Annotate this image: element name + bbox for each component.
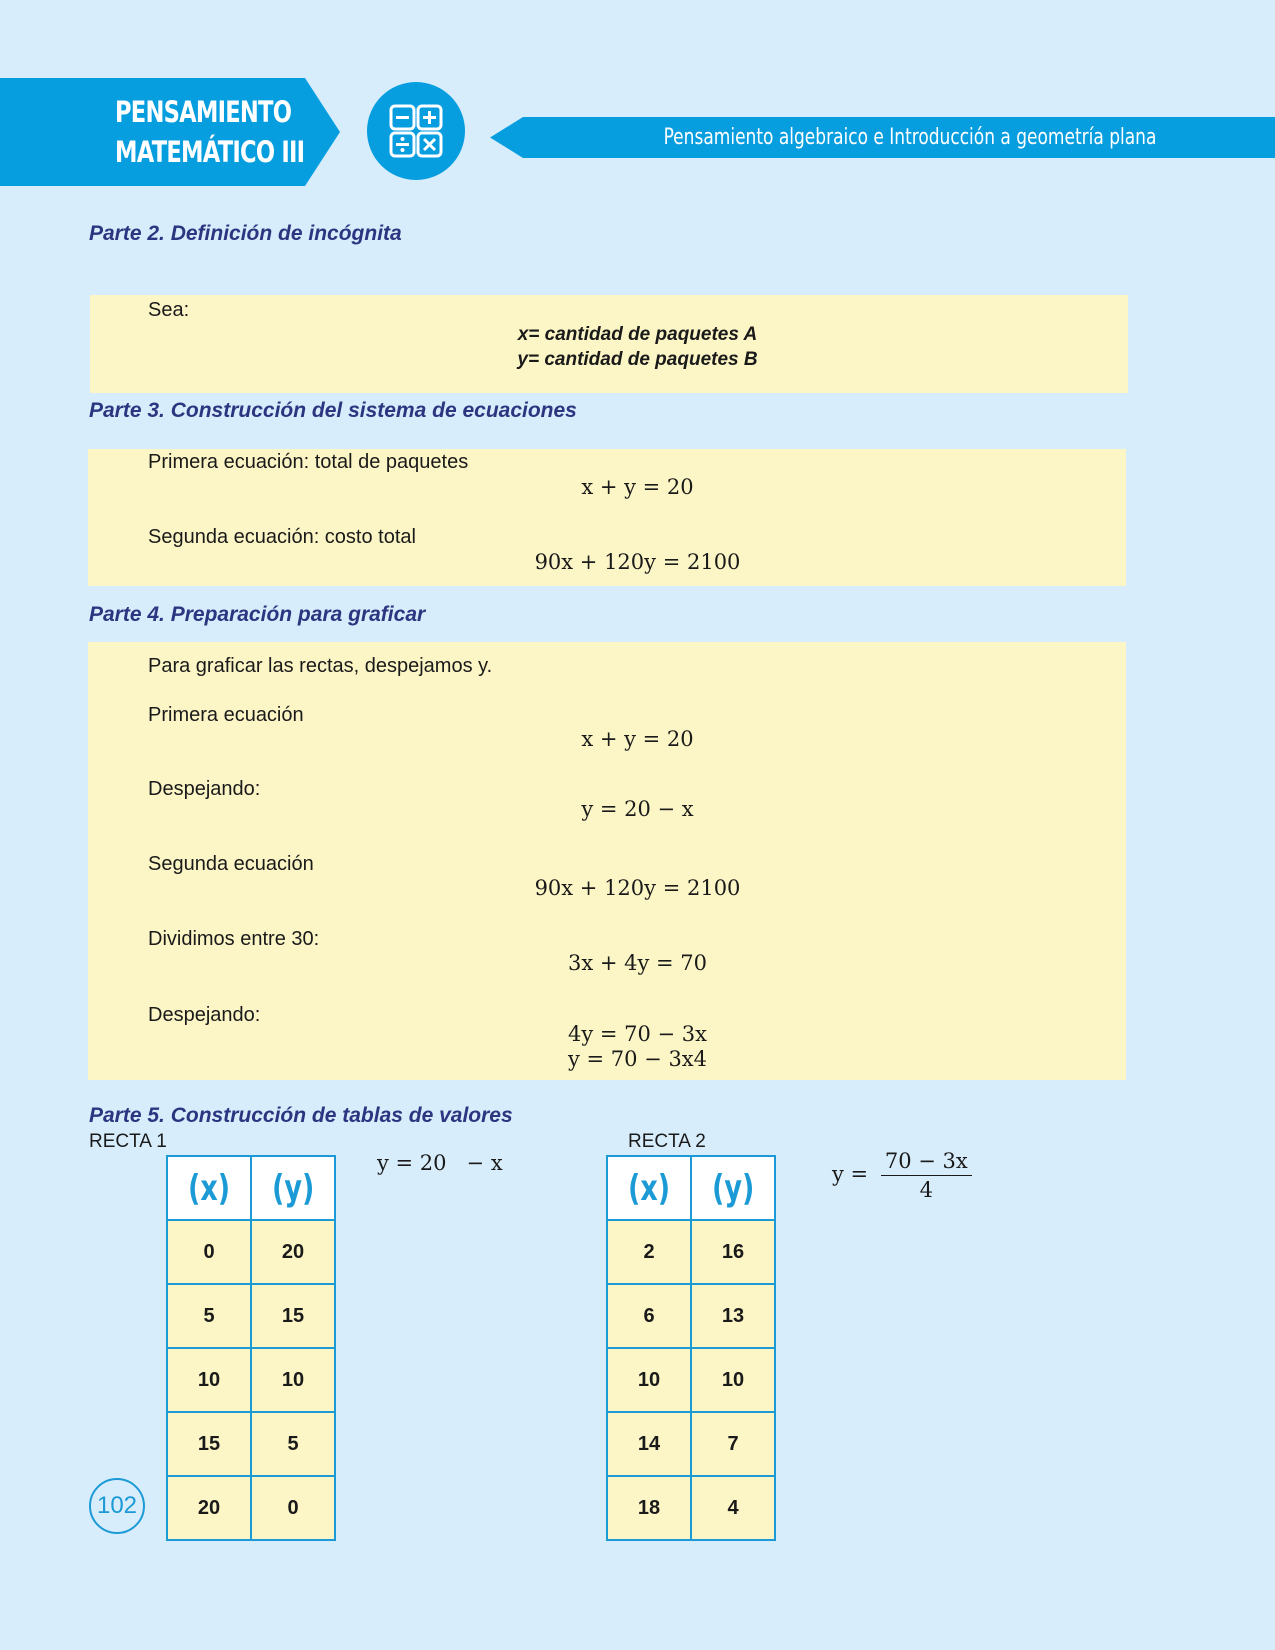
cell-x: 6 — [607, 1284, 691, 1348]
fraction-denominator: 4 — [919, 1178, 933, 1202]
part4-label1: Primera ecuación — [148, 704, 304, 726]
recta2-equation-lhs: y = — [832, 1162, 869, 1186]
part4-equation3: 90x + 120y = 2100 — [534, 876, 741, 900]
cell-x: 0 — [167, 1220, 251, 1284]
recta2-table — [606, 1155, 776, 1541]
book-title: PENSAMIENTO MATEMÁTICO III — [115, 95, 305, 169]
table-row — [607, 1476, 775, 1540]
cell-y: 10 — [691, 1348, 775, 1412]
recta1-equation: y = 20 − x — [377, 1151, 503, 1175]
part3-equation1: x + y = 20 — [581, 475, 694, 499]
cell-y: 15 — [251, 1284, 335, 1348]
part4-equation1: x + y = 20 — [581, 727, 694, 751]
part3-equation2: 90x + 120y = 2100 — [534, 550, 741, 574]
cell-x: 10 — [167, 1348, 251, 1412]
table-header-row — [607, 1156, 775, 1220]
fraction-numerator: 70 − 3x — [881, 1149, 972, 1176]
recta2-label: RECTA 2 — [628, 1131, 706, 1152]
cell-x: 14 — [607, 1412, 691, 1476]
table-row — [167, 1284, 335, 1348]
column-header-y: (y) — [691, 1156, 775, 1220]
table-row — [607, 1284, 775, 1348]
cell-y: 5 — [251, 1412, 335, 1476]
cell-y: 4 — [691, 1476, 775, 1540]
table-row — [167, 1476, 335, 1540]
table-row — [167, 1412, 335, 1476]
cell-y: 16 — [691, 1220, 775, 1284]
recta2-fraction — [881, 1149, 972, 1202]
part4-label4: Dividimos entre 30: — [148, 928, 320, 950]
cell-y: 20 — [251, 1220, 335, 1284]
part4-equation2: y = 20 − x — [581, 797, 694, 821]
part4-label5: Despejando: — [148, 1004, 261, 1026]
column-header-x: (x) — [167, 1156, 251, 1220]
column-header-y: (y) — [251, 1156, 335, 1220]
header-subtitle: Pensamiento algebraico e Introducción a geometría plana — [663, 125, 1157, 150]
cell-x: 5 — [167, 1284, 251, 1348]
cell-y: 0 — [251, 1476, 335, 1540]
recta1-table — [166, 1155, 336, 1541]
cell-y: 10 — [251, 1348, 335, 1412]
part4-title: Parte 4. Preparación para graficar — [89, 603, 426, 626]
definition-y: y= cantidad de paquetes B — [517, 349, 758, 370]
part5-title: Parte 5. Construcción de tablas de valores — [89, 1104, 513, 1127]
cell-x: 2 — [607, 1220, 691, 1284]
part3-label1: Primera ecuación: total de paquetes — [148, 451, 469, 473]
column-header-x: (x) — [607, 1156, 691, 1220]
cell-y: 13 — [691, 1284, 775, 1348]
part4-label3: Segunda ecuación — [148, 853, 314, 875]
part4-equation5a: 4y = 70 − 3x — [567, 1022, 708, 1046]
part4-equation4: 3x + 4y = 70 — [567, 951, 708, 975]
definition-x: x= cantidad de paquetes A — [517, 324, 758, 345]
cell-x: 20 — [167, 1476, 251, 1540]
table-row — [607, 1412, 775, 1476]
table-row — [607, 1348, 775, 1412]
part4-label2: Despejando: — [148, 778, 261, 800]
part3-title: Parte 3. Construcción del sistema de ecuaciones — [89, 399, 577, 422]
calculator-operations-icon — [389, 104, 443, 158]
table-row — [607, 1220, 775, 1284]
header-icon-circle — [367, 82, 465, 180]
cell-x: 18 — [607, 1476, 691, 1540]
cell-x: 15 — [167, 1412, 251, 1476]
part4-intro: Para graficar las rectas, despejamos y. — [148, 655, 493, 677]
part2-title: Parte 2. Definición de incógnita — [89, 222, 402, 245]
table-row — [167, 1220, 335, 1284]
table-header-row — [167, 1156, 335, 1220]
table-row — [167, 1348, 335, 1412]
recta2-equation — [832, 1149, 972, 1202]
part2-intro: Sea: — [148, 299, 190, 321]
part3-label2: Segunda ecuación: costo total — [148, 526, 416, 548]
page-number: 102 — [89, 1478, 145, 1534]
recta1-label: RECTA 1 — [89, 1131, 167, 1152]
cell-y: 7 — [691, 1412, 775, 1476]
part4-equation5b: y = 70 − 3x4 — [567, 1047, 708, 1071]
cell-x: 10 — [607, 1348, 691, 1412]
